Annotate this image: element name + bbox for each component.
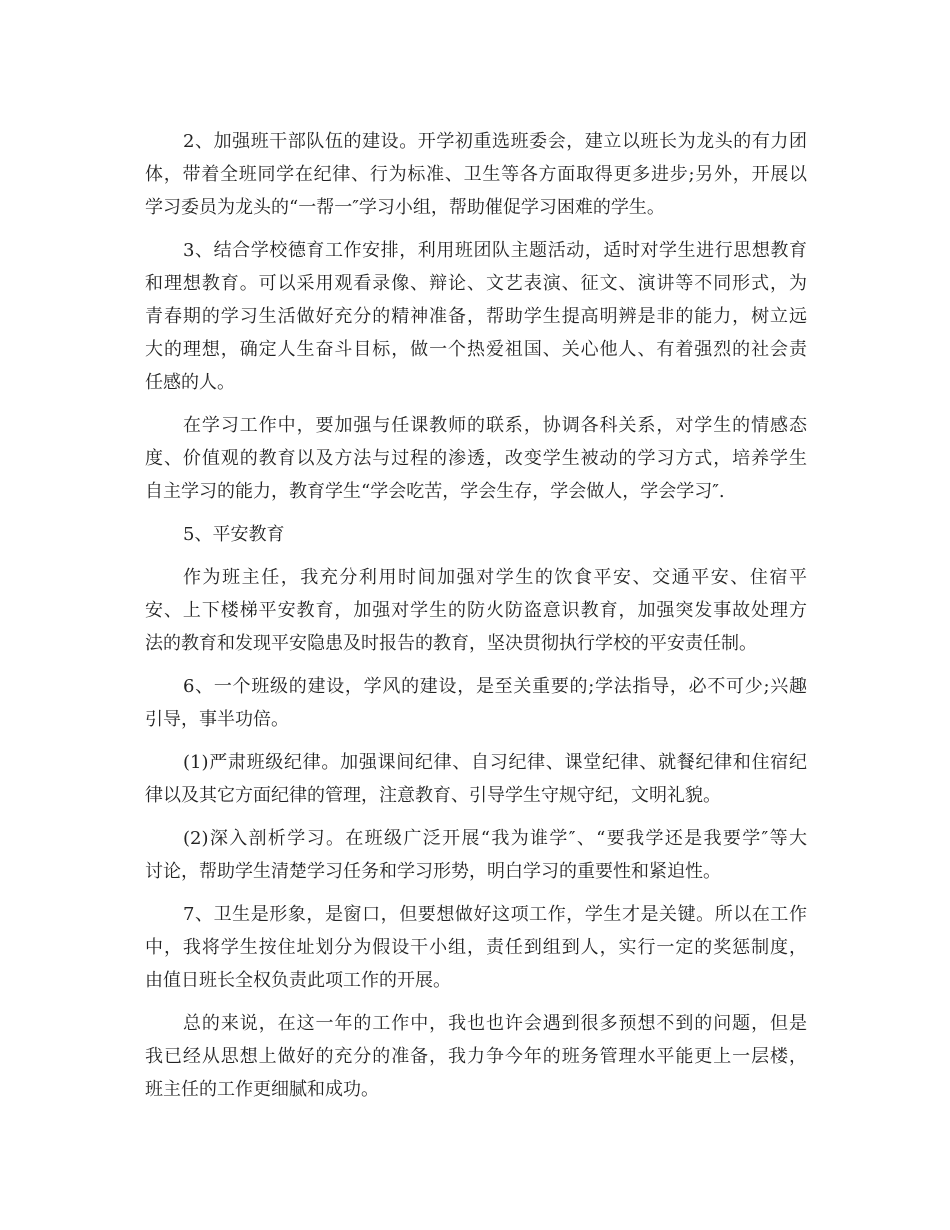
paragraph-moral-education — [145, 234, 807, 399]
text-line: 中，我将学生按住址划分为假设干小组，责任到组到人，实行一定的奖惩制度， — [145, 937, 807, 958]
paragraph-study-work — [145, 409, 807, 508]
text-line: 度、价值观的教育以及方法与过程的渗透，改变学生被动的学习方式，培养学生 — [145, 448, 807, 469]
paragraph-safety-education — [145, 561, 807, 660]
text-line: 7、卫生是形象，是窗口，但要想做好这项工作，学生才是关键。所以在工作 — [183, 904, 807, 925]
paragraph-discipline — [145, 746, 807, 812]
text-line: 律以及其它方面纪律的管理，注意教育、引导学生守规守纪，文明礼貌。 — [145, 785, 721, 806]
paragraph-summary — [145, 1007, 807, 1106]
text-line: 引导，事半功倍。 — [145, 709, 289, 730]
text-line: 安、上下楼梯平安教育，加强对学生的防火防盗意识教育，加强突发事故处理方 — [145, 600, 807, 621]
paragraph-study-style — [145, 670, 807, 736]
text-line: 法的教育和发现平安隐患及时报告的教育，坚决贯彻执行学校的平安责任制。 — [145, 633, 757, 654]
paragraph-class-cadre — [145, 125, 807, 224]
text-line: 班主任的工作更细腻和成功。 — [145, 1079, 379, 1100]
text-line: 在学习工作中，要加强与任课教师的联系，协调各科关系，对学生的情感态 — [183, 415, 807, 436]
paragraph-hygiene — [145, 898, 807, 997]
text-line: 3、结合学校德育工作安排，利用班团队主题活动，适时对学生进行思想教育 — [183, 240, 807, 261]
text-line: 6、一个班级的建设，学风的建设，是至关重要的;学法指导，必不可少;兴趣 — [183, 676, 807, 697]
paragraph-deep-study — [145, 822, 807, 888]
text-line: 讨论，帮助学生清楚学习任务和学习形势，明白学习的重要性和紧迫性。 — [145, 861, 721, 882]
text-line: 大的理想，确定人生奋斗目标，做一个热爱祖国、关心他人、有着强烈的社会责 — [145, 339, 807, 360]
text-line: 5、平安教育 — [183, 524, 285, 545]
text-line: 2、加强班干部队伍的建设。开学初重选班委会，建立以班长为龙头的有力团 — [183, 131, 807, 152]
text-line: 学习委员为龙头的“一帮一″学习小组，帮助催促学习困难的学生。 — [145, 197, 665, 218]
text-line: (1)严肃班级纪律。加强课间纪律、自习纪律、课堂纪律、就餐纪律和住宿纪 — [183, 752, 807, 773]
document-page — [145, 125, 807, 1106]
text-line: 由值日班长全权负责此项工作的开展。 — [145, 970, 451, 991]
text-line: 和理想教育。可以采用观看录像、辩论、文艺表演、征文、演讲等不同形式，为 — [145, 273, 807, 294]
text-line: 体，带着全班同学在纪律、行为标准、卫生等各方面取得更多进步;另外，开展以 — [145, 164, 807, 185]
text-line: 总的来说，在这一年的工作中，我也也许会遇到很多预想不到的问题，但是 — [183, 1013, 807, 1034]
text-line: 青春期的学习生活做好充分的精神准备，帮助学生提高明辨是非的能力，树立远 — [145, 306, 807, 327]
text-line: 自主学习的能力，教育学生“学会吃苦，学会生存，学会做人，学会学习″. — [145, 481, 725, 502]
section-heading-safety — [145, 518, 807, 551]
text-line: 我已经从思想上做好的充分的准备，我力争今年的班务管理水平能更上一层楼， — [145, 1046, 807, 1067]
text-line: 任感的人。 — [145, 372, 235, 393]
text-line: 作为班主任，我充分利用时间加强对学生的饮食平安、交通平安、住宿平 — [183, 567, 807, 588]
text-line: (2)深入剖析学习。在班级广泛开展“我为谁学″、“要我学还是我要学″等大 — [183, 828, 807, 849]
